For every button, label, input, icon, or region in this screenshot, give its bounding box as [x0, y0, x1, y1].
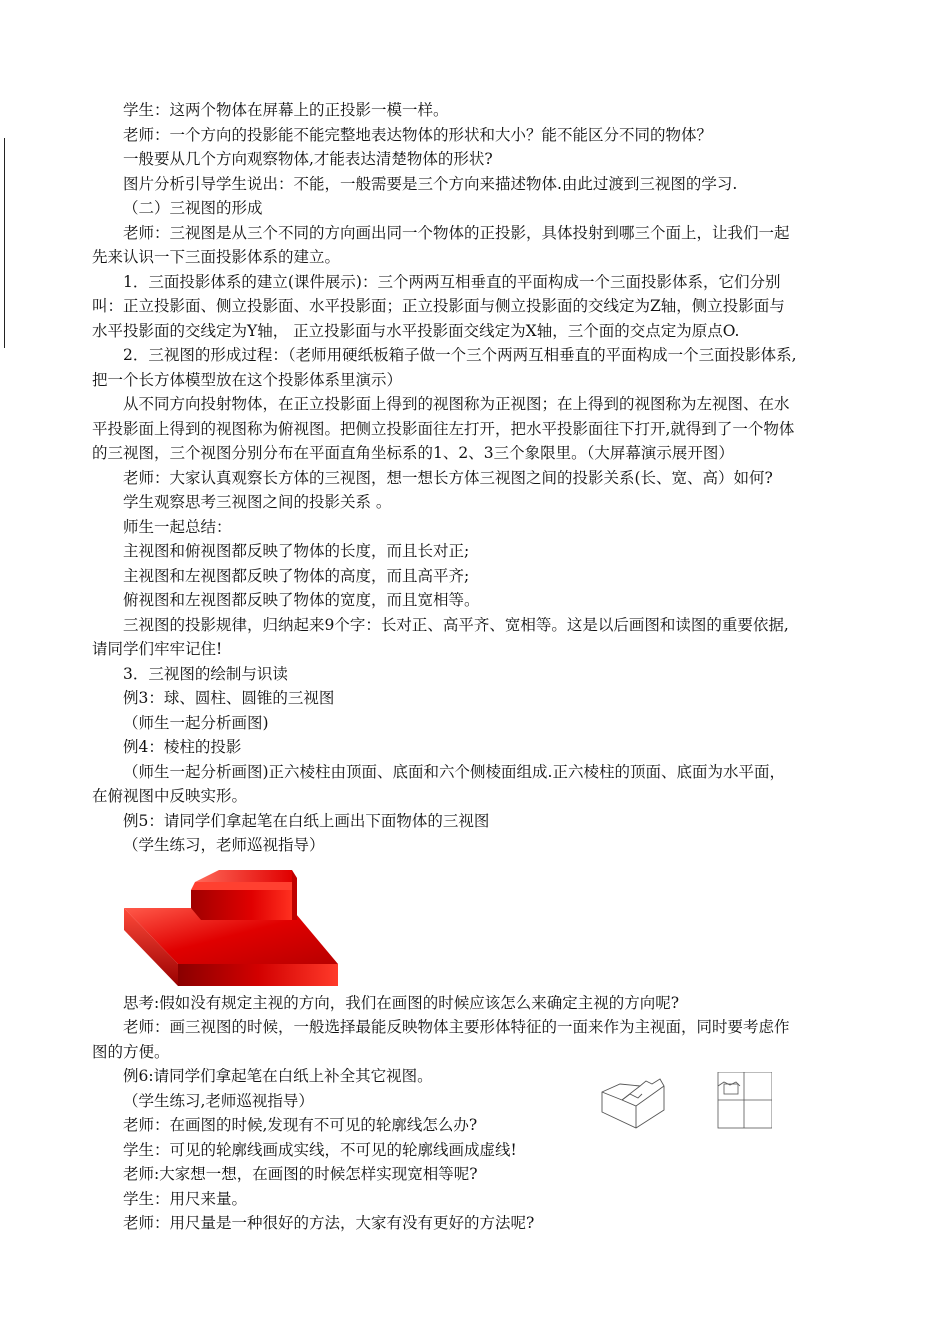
paragraph: 老师：三视图是从三个不同的方向画出同一个物体的正投影，具体投射到哪三个面上，让我们一起 [123, 223, 790, 242]
paragraph-continuation: 图的方便。 [92, 1042, 170, 1061]
paragraph: （学生练习，老师巡视指导） [123, 836, 325, 854]
example-title: 例5：请同学们拿起笔在白纸上画出下面物体的三视图 [123, 811, 490, 830]
paragraph-continuation: 先来认识一下三面投影体系的建立。 [92, 248, 341, 266]
paragraph: 2．三视图的形成过程：（老师用硬纸板箱子做一个三个两两互相垂直的平面构成一个三面投影体系, [123, 346, 797, 364]
paragraph: 老师：画三视图的时候，一般选择最能反映物体主要形体特征的一面来作为主视面，同时要考虑作 [123, 1018, 790, 1036]
paragraph: 俯视图和左视图都反映了物体的宽度，而且宽相等。 [123, 591, 480, 609]
block-front-face [191, 890, 292, 920]
paragraph: （学生练习,老师巡视指导） [123, 1091, 314, 1110]
paragraph-continuation: 水平投影面的交线定为Y轴， 正立投影面与水平投影面交线定为X轴，三个面的交点定为原点O. [92, 321, 740, 340]
paragraph: （师生一起分析画图) [123, 713, 269, 732]
example-title: 例6:请同学们拿起笔在白纸上补全其它视图。 [123, 1067, 433, 1085]
paragraph: 从不同方向投射物体，在正立投影面上得到的视图称为正视图；在上得到的视图称为左视图、在水 [123, 395, 790, 413]
section-heading: 3．三视图的绘制与识读 [123, 664, 288, 683]
section-heading: （二）三视图的形成 [123, 199, 263, 217]
paragraph: 学生观察思考三视图之间的投影关系 。 [123, 493, 392, 511]
example-title: 例3：球、圆柱、圆锥的三视图 [123, 689, 335, 707]
paragraph: 老师:大家想一想，在画图的时候怎样实现宽相等呢? [123, 1165, 478, 1183]
document-body [92, 98, 852, 1236]
paragraph: 学生：用尺来量。 [123, 1189, 248, 1208]
margin-rule [4, 138, 5, 348]
block-chamfer-face [191, 882, 292, 890]
paragraph: 学生：这两个物体在屏幕上的正投影一模一样。 [123, 101, 449, 119]
isometric-notched-block [602, 1079, 664, 1128]
example6-figure [600, 1072, 772, 1134]
paragraph-continuation: 叫：正立投影面、侧立投影面、水平投影面；正立投影面与侧立投影面的交线定为Z轴，侧立投影面与 [92, 297, 785, 315]
paragraph-continuation: 在俯视图中反映实形。 [92, 787, 248, 805]
paragraph-continuation: 的三视图，三个视图分别分布在平面直角坐标系的1、2、3三个象限里。（大屏幕演示展开图） [92, 444, 734, 462]
paragraph: 1．三面投影体系的建立(课件展示)：三个两两互相垂直的平面构成一个三面投影体系，它们分别 [123, 272, 781, 291]
paragraph: （师生一起分析画图)正六棱柱由顶面、底面和六个侧棱面组成.正六棱柱的顶面、底面为水平面， [123, 762, 785, 781]
block-side-face [292, 870, 297, 920]
paragraph: 主视图和左视图都反映了物体的高度，而且高平齐; [123, 566, 470, 585]
stepped-block-figure [121, 868, 341, 990]
paragraph: 老师：用尺量是一种很好的方法，大家有没有更好的方法呢? [123, 1214, 535, 1232]
paragraph: 主视图和俯视图都反映了物体的长度，而且长对正; [123, 542, 470, 560]
paragraph: 老师：在画图的时候,发现有不可见的轮廓线怎么办? [123, 1116, 478, 1134]
paragraph: 图片分析引导学生说出：不能，一般需要是三个方向来描述物体.由此过渡到三视图的学习. [123, 174, 738, 193]
paragraph: 老师：大家认真观察长方体的三视图，想一想长方体三视图之间的投影关系(长、宽、高）如何? [123, 468, 773, 487]
example-title: 例4：棱柱的投影 [123, 738, 242, 756]
paragraph: 老师：一个方向的投影能不能完整地表达物体的形状和大小？能不能区分不同的物体？ [123, 125, 713, 144]
paragraph-continuation: 平投影面上得到的视图称为俯视图。把侧立投影面往左打开，把水平投影面往下打开,就得到了一个物体 [92, 419, 795, 438]
paragraph: 思考:假如没有规定主视的方向，我们在画图的时候应该怎么来确定主视的方向呢? [123, 993, 680, 1012]
block-top-face [195, 870, 292, 882]
paragraph: 师生一起总结： [123, 517, 232, 536]
paragraph-continuation: 把一个长方体模型放在这个投影体系里演示） [92, 370, 403, 389]
paragraph: 学生：可见的轮廓线画成实线，不可见的轮廓线画成虚线! [123, 1140, 517, 1159]
three-view-sheet [718, 1072, 772, 1128]
paragraph: 一般要从几个方向观察物体,才能表达清楚物体的形状? [123, 150, 493, 168]
base-front-face [178, 964, 338, 986]
paragraph-continuation: 请同学们牢牢记住! [92, 640, 223, 658]
paragraph: 三视图的投影规律，归纳起来9个字：长对正、高平齐、宽相等。这是以后画图和读图的重要依据, [123, 615, 789, 634]
